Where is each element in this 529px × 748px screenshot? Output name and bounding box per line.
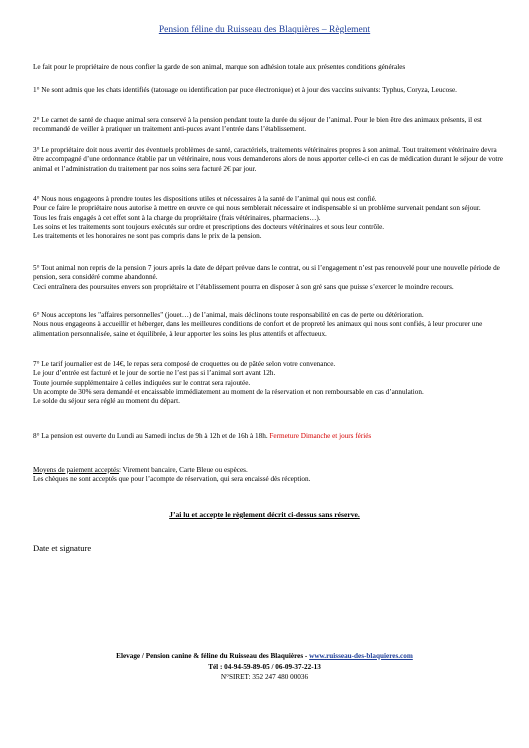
opening-hours-text: 8° La pension est ouverte du Lundi au Samedi inclus de 9h à 12h et de 16h à 18h. <box>33 432 270 440</box>
clause-line: 1° Ne sont admis que les chats identifiés (tatouage ou identification par puce électronique) et à jour des vaccins suivants: Typhus, Coryza, Leucose. <box>33 86 457 94</box>
footer-line-1 <box>0 651 529 662</box>
clause-line: Les soins et les traitements sont toujours exécutés sur ordre et prescriptions des docteurs vétérinaires et sous leur contrôle. <box>33 222 385 231</box>
footer-siret: N°SIRET: 352 247 480 00036 <box>220 673 309 681</box>
closure-notice: Fermeture Dimanche et jours fériés <box>269 432 372 440</box>
date-signature-label: Date et signature <box>33 543 92 553</box>
clause-line: 5° Tout animal non repris de la pension 7 jours après la date de départ prévue dans le contrat, ou si l’engagement n’est pas renouvelé pour une nouvelle période de pension, sera considéré comme abandonné. <box>33 264 500 282</box>
clause-2 <box>33 116 503 135</box>
clause-line: Pour ce faire le propriétaire nous autorise à mettre en œuvre ce qui nous semblerait nécessaire et indispensable si un problème survenait pendant son séjour. <box>33 204 481 213</box>
clause-line: 7° Le tarif journalier est de 14€, le repas sera composé de croquettes ou de pâtée selon votre convenance. <box>33 360 336 368</box>
clause-line: Le jour d’entrée est facturé et le jour de sortie ne l’est pas si l’animal sort avant 12h. <box>33 369 276 378</box>
clause-line: Le solde du séjour sera réglé au moment du départ. <box>33 397 180 406</box>
acceptance-statement: J’ai lu et accepte le règlement décrit ci-dessus sans réserve. <box>169 510 360 519</box>
clause-5 <box>33 264 503 292</box>
clause-6 <box>33 311 503 339</box>
payment-methods: : Virement bancaire, Carte Bleue ou espèces. <box>119 466 248 474</box>
website-link[interactable]: www.ruisseau-des-blaquieres.com <box>309 652 413 660</box>
clause-4 <box>33 195 503 241</box>
clause-line: Ceci entraînera des poursuites envers son propriétaire et l’établissement pourra en disposer à son gré sans que puisse s’exercer le moindre recours. <box>33 282 454 291</box>
payment-label: Moyens de paiement acceptés <box>33 466 120 474</box>
clause-line: Les traitements et les honoraires ne sont pas compris dans le prix de la pension. <box>33 232 262 241</box>
clause-line: 4° Nous nous engageons à prendre toutes les dispositions utiles et nécessaires à la santé de l’animal qui nous est confié. <box>33 195 377 203</box>
document-title: Pension féline du Ruisseau des Blaquières – Règlement <box>158 25 371 35</box>
clause-line: 6° Nous acceptons les "affaires personnelles" (jouet…) de l’animal, mais déclinons toute responsabilité en cas de perte ou détérioration. <box>33 311 424 319</box>
footer-phone: Tél : 04-94-59-89-05 / 06-09-37-22-13 <box>208 662 321 671</box>
clause-line: 2° Le carnet de santé de chaque animal sera conservé à la pension pendant toute la durée du séjour de l’animal. Pour le bien être des animaux présents, il est recommandé de veiller à pratiquer un traitement anti-puces avant l’entrée dans l’établissement. <box>33 116 482 134</box>
clause-3 <box>33 146 503 174</box>
footer <box>0 651 529 683</box>
clause-line: Tous les frais engagés à cet effet sont à la charge du propriétaire (frais vétérinaires, pharmaciens…). <box>33 213 321 222</box>
footer-business-name: Elevage / Pension canine & féline du Ruisseau des Blaquières - <box>116 652 310 660</box>
clause-7 <box>33 360 503 406</box>
intro-paragraph: Le fait pour le propriétaire de nous confier la garde de son animal, marque son adhésion totale aux présentes conditions générales <box>33 63 406 71</box>
clause-line: Un acompte de 30% sera demandé et encaissable immédiatement au moment de la réservation et non remboursable en cas d’annulation. <box>33 387 424 396</box>
payment-note: Les chèques ne sont acceptés que pour l’acompte de réservation, qui sera encaissé dès réception. <box>33 475 311 484</box>
clause-8 <box>33 432 503 441</box>
clause-line: 3° Le propriétaire doit nous avertir des éventuels problèmes de santé, caractériels, traitements vétérinaires propres à son animal. Tout traitement vétérinaire devra être accompagné d’une ordonnance établie par un vétérinaire, nous vous demanderons alors de nous apporter celle-ci en cas de médication durant le séjour de votre animal et l’administration du traitement par nos soins sera facturé 2€ par jour. <box>33 146 503 173</box>
clause-line: Toute journée supplémentaire à celles indiquées sur le contrat sera rajoutée. <box>33 378 251 387</box>
clause-1 <box>33 86 503 95</box>
payment-section <box>33 466 503 485</box>
clause-line: Nous nous engageons à accueillir et héberger, dans les meilleures conditions de confort et de propreté les animaux qui nous sont confiés, à leur procurer une alimentation personnalisée, saine et équilibrée, à leur apporter les soins les plus attentifs et affectueux. <box>33 320 483 338</box>
